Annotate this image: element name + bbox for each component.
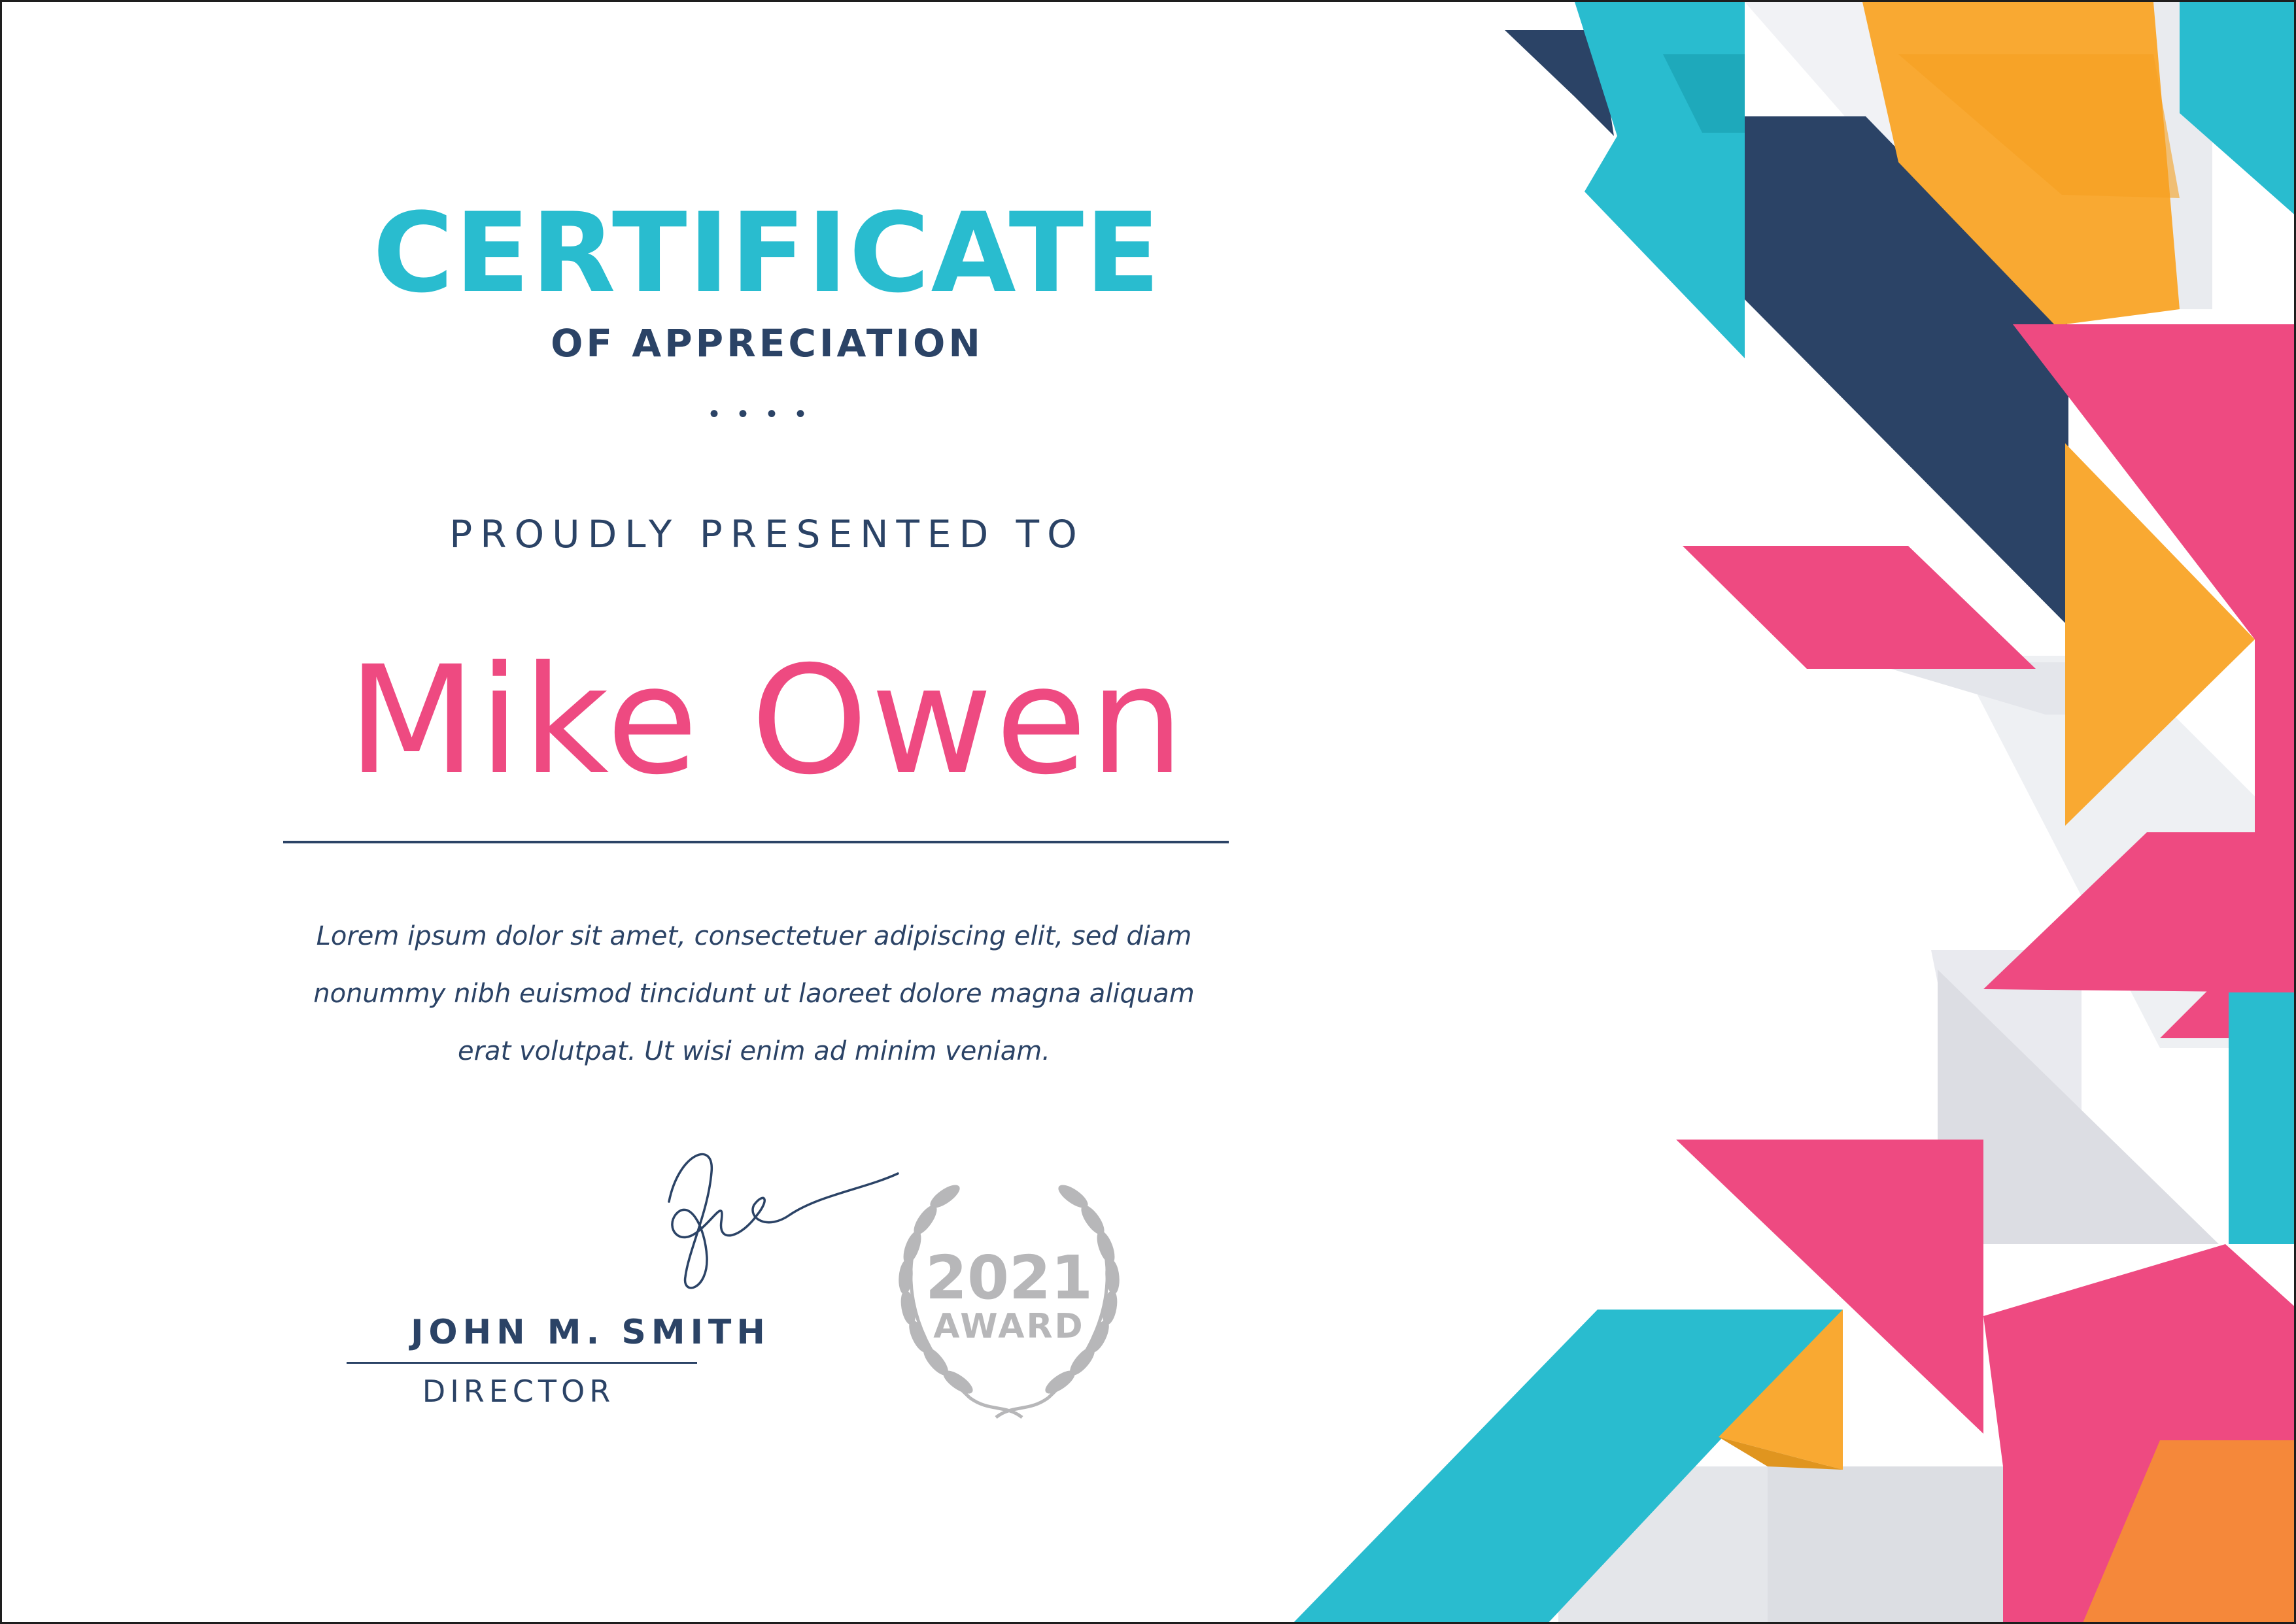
award-label: AWARD (933, 1307, 1085, 1346)
certificate-body (264, 907, 1244, 1080)
signature-line (347, 1362, 697, 1364)
signatory-role: DIRECTOR (422, 1374, 615, 1409)
name-underline (283, 841, 1229, 843)
body-line: nonummy nibh euismod tincidunt ut laoreet dolore magna aliquam (313, 979, 1195, 1009)
recipient-name: Mike Owen (347, 634, 1187, 807)
certificate-subtitle: OF APPRECIATION (551, 321, 984, 365)
presented-to-label: PROUDLY PRESENTED TO (449, 512, 1085, 556)
body-line: Lorem ipsum dolor sit amet, consectetuer adipiscing elit, sed diam (316, 921, 1192, 951)
award-year: 2021 (925, 1243, 1093, 1313)
signatory-name: JOHN M. SMITH (411, 1313, 770, 1352)
body-line: erat volutpat. Ut wisi enim ad minim veniam. (458, 1036, 1050, 1066)
award-seal (872, 1156, 1146, 1444)
certificate-content (244, 2, 1290, 1624)
certificate-title: CERTIFICATE (373, 189, 1161, 317)
dots-divider: •••• (709, 399, 825, 428)
